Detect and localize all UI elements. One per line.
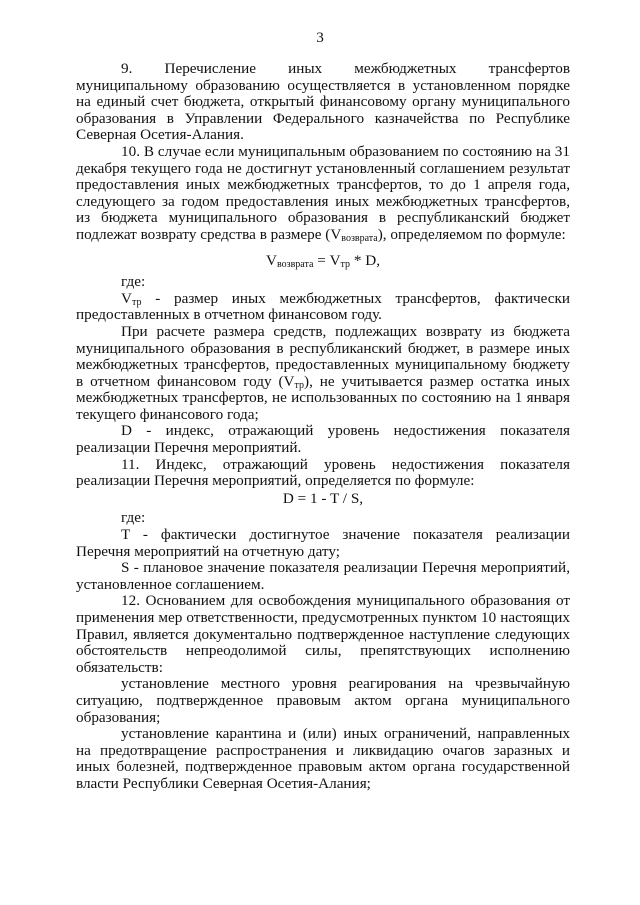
list-item-quarantine: установление карантина и (или) иных ограничений, направленных на предотвращение распространения и ликвидацию очагов заразных и иных болезней, подтвержденное правовым актом органа государственной власти Республики Северная Осетия-Алания; xyxy=(76,725,570,792)
t-definition: T - фактически достигнутое значение показателя реализации Перечня мероприятий на отчетную дату; xyxy=(76,526,570,560)
page-number: 3 xyxy=(316,29,324,46)
d-definition: D - индекс, отражающий уровень недостижения показателя реализации Перечня мероприятий. xyxy=(76,422,570,457)
formula-index: D = 1 - T / S, xyxy=(282,489,364,507)
s-definition: S - плановое значение показателя реализации Перечня мероприятий, установленное соглашением. xyxy=(76,559,570,593)
document-body xyxy=(76,61,570,793)
formula-return: $V_{возврата} = V_{тр} * D$, xyxy=(266,251,380,270)
vtr-definition: $V_{тр}$ - размер иных межбюджетных трансфертов, фактически предоставленных в отчетном финансовом году. xyxy=(76,289,570,324)
list-item-emergency: установление местного уровня реагирования на чрезвычайную ситуацию, подтвержденное правовым актом органа муниципального образования; xyxy=(76,675,570,726)
calculation-note: При расчете размера средств, подлежащих возврату из бюджета муниципального образования в республиканский бюджет, в размере иных межбюджетных трансфертов, предоставленных муниципальному бюджету в отчетном финансовом году $(V_{тр})$, не учитывается размер остатка иных межбюджетных трансфертов, не использованных по состоянию на 1 января текущего финансового года; xyxy=(76,322,570,423)
paragraph-10: 10. В случае если муниципальным образованием по состоянию на 31 декабря текущего года не достигнут установленный соглашением результат предоставления иных межбюджетных трансфертов, то до 1 апреля года, следующего за годом предоставления иных межбюджетных трансфертов, из бюджета муниципального образования в республиканский бюджет подлежат возврату средства в размере $(V_{возврата})$, определяемом по формуле: xyxy=(76,142,570,244)
paragraph-9: 9. Перечисление иных межбюджетных трансфертов муниципальному образованию осуществляется в установленном порядке на единый счет бюджета, открытый финансовому органу муниципального образования в Управлении Федерального казначейства по Республике Северная Осетия-Алания. xyxy=(76,60,570,144)
where-label-1: где: xyxy=(121,273,146,291)
where-label-2: где: xyxy=(121,509,146,527)
paragraph-12: 12. Основанием для освобождения муниципального образования от применения мер ответственности, предусмотренных пунктом 10 настоящих Правил, является документально подтвержденное наступление следующих обстоятельств непреодолимой силы, препятствующих исполнению обязательств: xyxy=(76,592,570,676)
paragraph-11: 11. Индекс, отражающий уровень недостижения показателя реализации Перечня мероприятий, определяется по формуле: xyxy=(76,455,570,490)
